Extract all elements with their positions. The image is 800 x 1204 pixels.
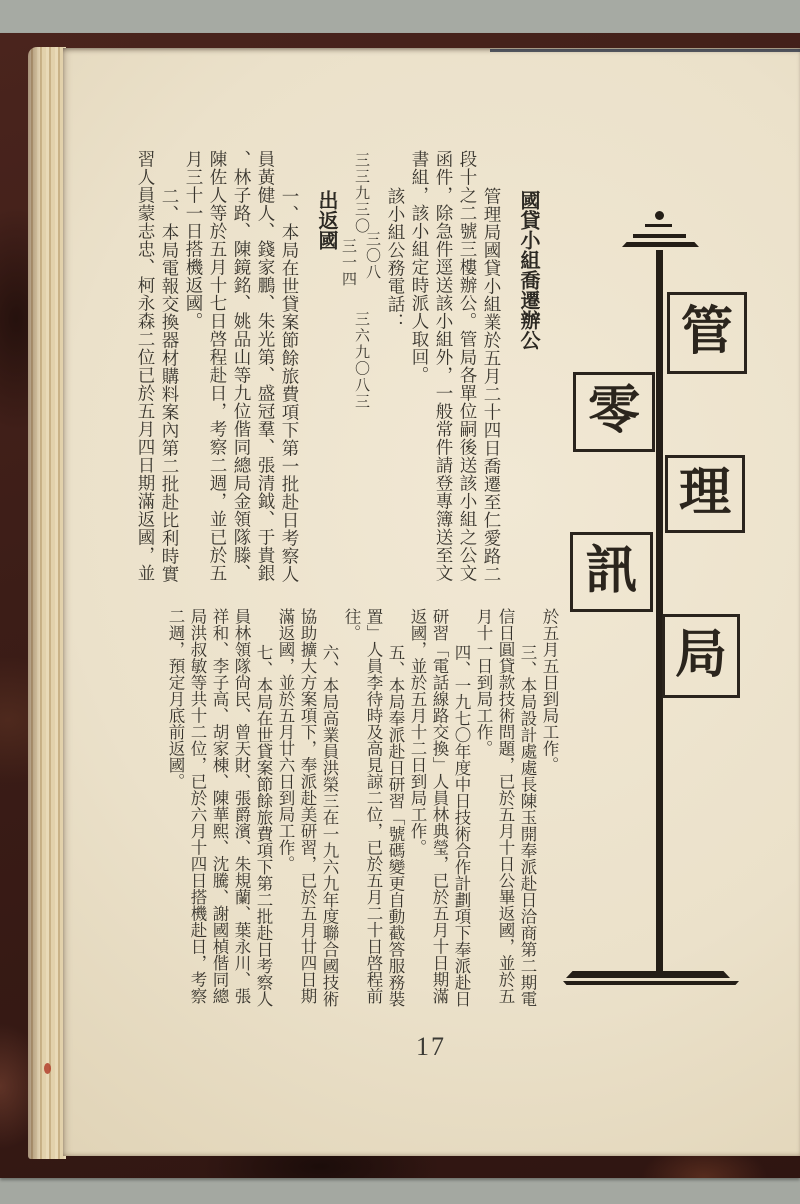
text-column: 月十一日到局工作。 (474, 608, 493, 757)
text-column: 陳佐人等於五月十七日啓程赴日，考察二週，並已於五 (208, 150, 228, 582)
phone-number-ext-b: 三一四 (340, 238, 356, 288)
text-column: 信日圓貸款技術問題，已於五月十日公畢返國，並於五 (496, 608, 515, 1004)
text-column: 於五月五日到局工作。 (540, 608, 559, 773)
page (63, 48, 800, 1156)
phone-number-second: 三六九〇八三 (353, 311, 369, 410)
masthead-char-box-4: 訊 (570, 532, 653, 612)
text-column: 二週，預定月底前返國。 (166, 608, 185, 790)
phone-number-prefix: 三三九三〇 (353, 152, 369, 235)
phone-numbers (342, 150, 384, 590)
masthead-char-box-2: 零 (573, 372, 655, 452)
page-number: 17 (416, 1032, 446, 1061)
text-column: 研習「電話線路交換」人員林典瑩，已於五月十日期滿 (430, 608, 449, 1004)
text-column: 習人員蒙志忠、柯永森二位已於五月四日期滿返國，並 (136, 150, 156, 582)
masthead-vertical-rule (656, 250, 663, 972)
text-column: 返國，並於五月十二日到局工作。 (408, 608, 427, 856)
text-column: 二、本局電報交換器材購料案內第二批赴比利時實 (160, 187, 180, 583)
text-column: 書組，該小組定時派人取回。 (410, 150, 430, 384)
masthead-char-box-1: 管 (667, 292, 747, 374)
text-column: 六、本局高業員洪榮三在一九六九年度聯合國技術 (320, 644, 339, 1007)
lower-text-band (164, 608, 560, 1012)
upper-text-band (134, 150, 544, 590)
text-column: 置」人員李待時及高見諒二位，已於五月二十日啓程前 (364, 608, 383, 1004)
text-column: 該小組公務電話： (386, 187, 406, 331)
text-column: 、林子路、陳鏡銘、姚品山等九位偕同總局金領隊滕、 (232, 150, 252, 582)
text-column: 管理局國貸小組業於五月二十四日喬遷至仁愛路二 (482, 187, 502, 583)
text-column: 五、本局奉派赴日研習「號碼變更自動截答服務裝 (386, 644, 405, 1007)
masthead-base-bar-1 (566, 971, 730, 978)
text-column: 員黃健人、錢家鵬、朱光第、盛冠羣、張清鉞、于貴銀 (256, 150, 276, 582)
text-column: 四、一九七〇年度中日技術合作計劃項下奉派赴日 (452, 644, 471, 1007)
masthead-finial-dot (655, 211, 664, 220)
page-edges-stack (28, 47, 66, 1159)
text-column: 往。 (342, 608, 361, 641)
text-column: 局洪叔敏等共十二位，已於六月十四日搭機赴日，考察 (188, 608, 207, 1004)
text-column: 祥和、李子高、胡家棟、陳華熙、沈騰、謝國楨偕同總 (210, 608, 229, 1004)
masthead-char-box-3: 理 (665, 455, 745, 533)
masthead-finial-line-2 (633, 234, 686, 238)
text-column: 一、本局在世貸案節餘旅費項下第一批赴日考察人 (280, 187, 300, 583)
text-column: 段十之二號三樓辦公。管局各單位嗣後送該小組之公文 (458, 150, 478, 582)
text-column: 七、本局在世貸案節餘旅費項下第二批赴日考察人 (254, 644, 273, 1007)
phone-number-ext-a: 三〇八 (364, 231, 380, 281)
text-column: 函件，除急件逕送該小組外，一般常件請登專簿送至文 (434, 150, 454, 582)
text-column: 協助擴大方案項下，奉派赴美研習，已於五月廿四日期 (298, 608, 317, 1004)
page-top-edge-line (490, 49, 800, 52)
text-column: 滿返國，並於五月廿六日到局工作。 (276, 608, 295, 872)
book-cover (0, 33, 800, 1178)
section-heading-departures-returns: 出返國 (315, 190, 337, 250)
text-column: 月三十一日搭機返國。 (184, 150, 204, 330)
masthead-finial-line-1 (645, 224, 672, 227)
masthead-base-bar-2 (563, 981, 739, 985)
masthead-char-box-5: 局 (662, 614, 740, 698)
masthead-finial-line-3 (622, 242, 699, 247)
text-column: 三、本局設計處處長陳玉開奉派赴日洽商第二期電 (518, 644, 537, 1007)
text-column: 員林領隊尙民、曾天財、張爵濱、朱規蘭、葉永川、張 (232, 608, 251, 1004)
section-heading-office-move: 國貸小組喬遷辦公 (517, 190, 539, 350)
red-mark (44, 1063, 51, 1074)
